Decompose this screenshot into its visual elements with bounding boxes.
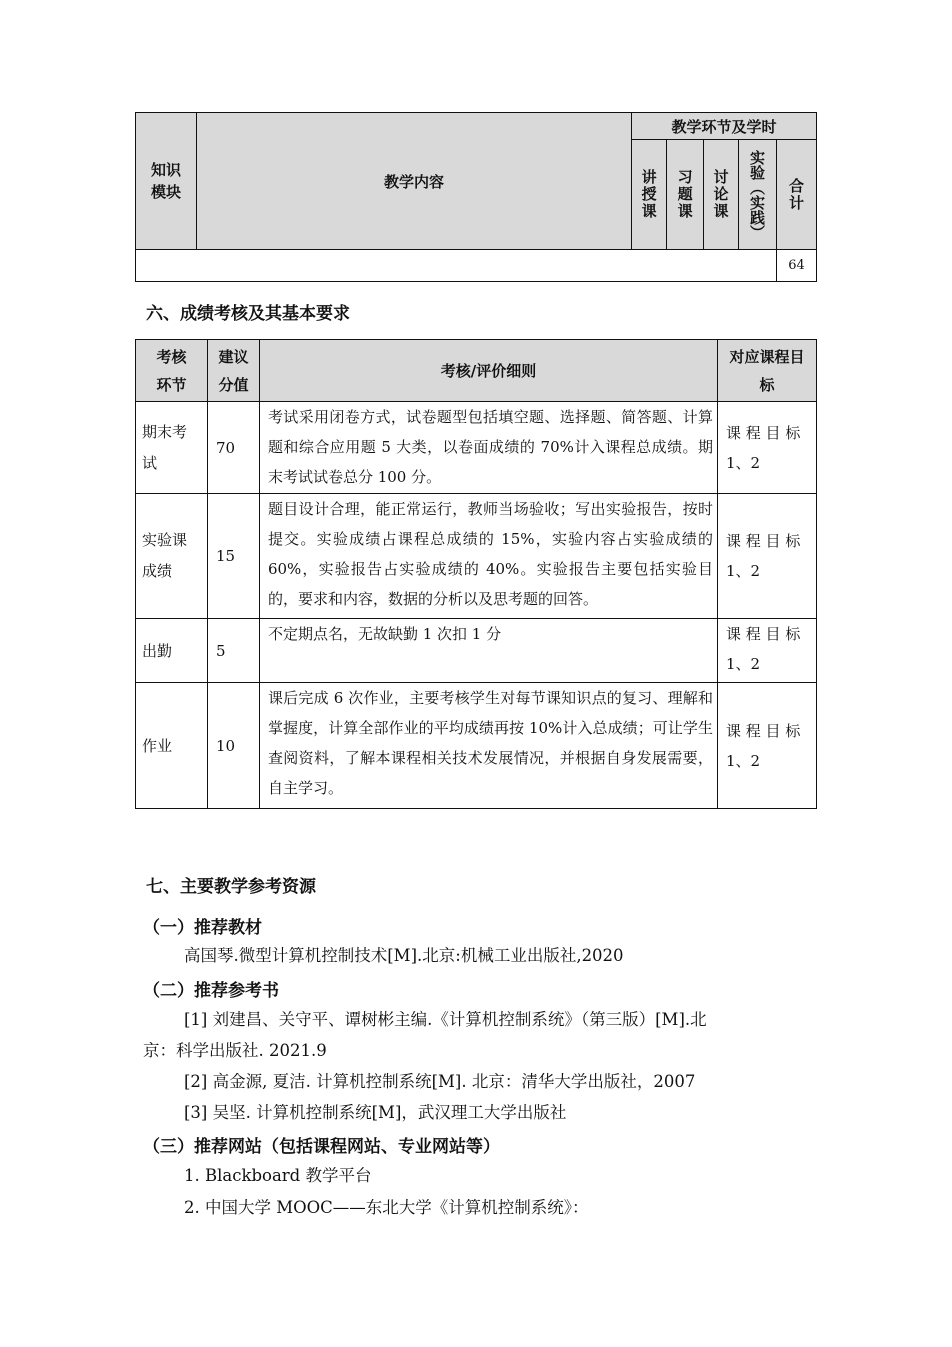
row-detail: 考试采用闭卷方式，试卷题型包括填空题、选择题、简答题、计算题和综合应用题 5 大类，以卷面成绩的 70%计入课程总成绩。期末考试试卷总分 100 分。	[259, 402, 717, 494]
table-row	[136, 619, 817, 683]
textbook-subtitle: （一）推荐教材	[143, 918, 262, 938]
section7-title: 七、主要教学参考资源	[146, 877, 316, 897]
experiment-header: 实验（实践）	[739, 140, 777, 250]
reference-1-line1: [1] 刘建昌、关守平、谭树彬主编.《计算机控制系统》（第三版）[M].北	[184, 1010, 707, 1029]
row-target: 课 程 目 标 1、2	[718, 494, 817, 619]
header-detail: 考核/评价细则	[259, 340, 717, 402]
assessment-table	[135, 339, 817, 809]
discussion-header: 讨论课	[704, 140, 739, 250]
content-header: 教学内容	[196, 113, 631, 250]
table-row	[136, 683, 817, 809]
row-target: 课 程 目 标 1、2	[718, 402, 817, 494]
empty-row	[136, 250, 777, 282]
textbook-entry: 高国琴.微型计算机控制技术[M].北京:机械工业出版社,2020	[184, 946, 624, 965]
row-score: 15	[207, 494, 259, 619]
website-1: 1. Blackboard 教学平台	[184, 1166, 372, 1185]
row-item: 出勤	[136, 619, 208, 683]
total-header: 合计	[777, 140, 817, 250]
reference-3: [3] 吴坚. 计算机控制系统[M]，武汉理工大学出版社	[184, 1103, 567, 1122]
website-subtitle: （三）推荐网站（包括课程网站、专业网站等）	[143, 1137, 500, 1157]
header-target: 对应课程目标	[718, 340, 817, 402]
row-item: 期末考试	[136, 402, 208, 494]
header-score: 建议分值	[207, 340, 259, 402]
row-item: 实验课成绩	[136, 494, 208, 619]
lecture-header: 讲授课	[632, 140, 667, 250]
table-row	[136, 494, 817, 619]
teaching-hours-table	[135, 112, 817, 282]
section6-title: 六、成绩考核及其基本要求	[146, 304, 350, 324]
exercise-header: 习题课	[667, 140, 704, 250]
row-target: 课 程 目 标 1、2	[718, 683, 817, 809]
row-item: 作业	[136, 683, 208, 809]
row-detail: 不定期点名，无故缺勤 1 次扣 1 分	[259, 619, 717, 683]
row-target: 课 程 目 标 1、2	[718, 619, 817, 683]
hours-group-header: 教学环节及学时	[632, 113, 817, 140]
table-row	[136, 402, 817, 494]
row-score: 5	[207, 619, 259, 683]
row-score: 70	[207, 402, 259, 494]
header-item: 考核环节	[136, 340, 208, 402]
row-detail: 课后完成 6 次作业，主要考核学生对每节课知识点的复习、理解和掌握度，计算全部作业的平均成绩再按 10%计入总成绩；可让学生查阅资料，了解本课程相关技术发展情况，并根据自身发展需要，自主学习。	[259, 683, 717, 809]
row-score: 10	[207, 683, 259, 809]
website-2: 2. 中国大学 MOOC——东北大学《计算机控制系统》：	[184, 1198, 589, 1217]
module-header: 知识模块	[136, 113, 197, 250]
reference-subtitle: （二）推荐参考书	[143, 981, 279, 1001]
row-detail: 题目设计合理，能正常运行，教师当场验收；写出实验报告，按时提交。实验成绩占课程总成绩的 15%，实验内容占实验成绩的 60%，实验报告占实验成绩的 40%。实验报告主要包括实验目的，要求和内容，数据的分析以及思考题的回答。	[259, 494, 717, 619]
total-hours-value: 64	[777, 250, 817, 282]
reference-2: [2] 高金源, 夏洁. 计算机控制系统[M]. 北京：清华大学出版社，2007	[184, 1072, 696, 1091]
reference-1-line2: 京：科学出版社. 2021.9	[143, 1041, 327, 1060]
